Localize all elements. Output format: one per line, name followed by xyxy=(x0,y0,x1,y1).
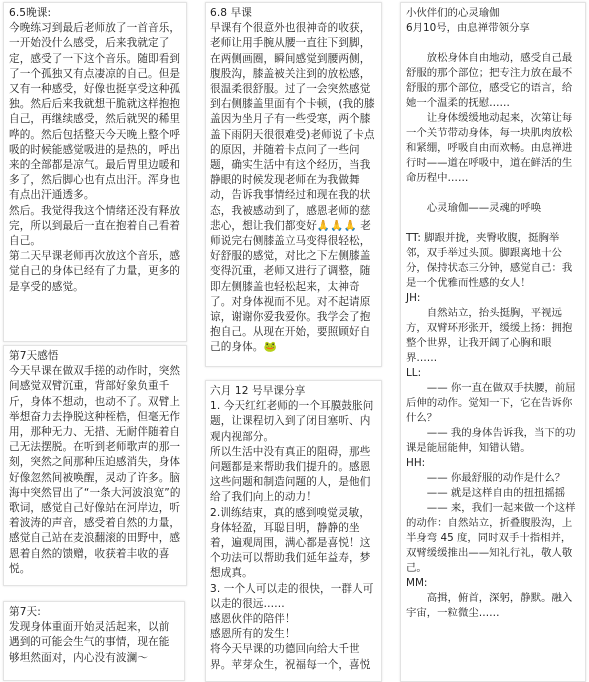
note-title: 第7天感悟 xyxy=(9,350,59,362)
note-title: 6.8 早课 xyxy=(210,7,253,19)
note-paragraph: —— 就是这样自由的扭扭摇摇 xyxy=(426,487,566,499)
note-title: 6.5晚课: xyxy=(9,7,52,19)
note-paragraph: 早课有个很意外也很神奇的收获，老师让用手腕从腰一直往下到脚，在两侧画圈，瞬间感觉到腰两侧，腹股沟，膝盖被关注到的放松感，很温柔很舒服。过了一会突然感觉到右侧膝盖里面有个卡顿，(我的膝盖因为坐月子有一些受寒，两个膝盖下雨阴天很很难受)老师说了卡点的原因，并随着卡点问了一些问题，确实生活中有这个经历，当我静眼的时候发现老师在为我做舞动，告诉我事情经过和现在我的状态，我被感动到了，感恩老师的慈悲心，想让我们都变好🙏🙏🙏 老师说完右侧膝盖立马变得很轻松，好舒服的感觉，对比之下左侧膝盖变得沉重，老师又进行了调整，随即左侧膝盖也轻松起来，太神奇了。对身体视而不见。对不起请原谅，谢谢你爱我爱你。我学会了抱抱自己。从现在开始，要照顾好自己的身体。🐸 xyxy=(210,22,375,354)
note-paragraph: TT: 脚跟并拢，夹臀收腹，挺胸举邻，双手举过头顶。脚跟离地十公分，保持状态三分钟，感觉自己：我是一个优雅而性感的女人！ xyxy=(406,232,573,289)
note-paragraph: —— 我的身体告诉我，当下的功课是能屈能伸，知错认错。 xyxy=(406,427,576,454)
note-paragraph: 然后。我觉得我这个情绪还没有释放完，所以到最后一直在抱着自己看着自己。 xyxy=(9,204,181,248)
note-paragraph: 高揖，俯首，深躬，静默。融入宇宙，一粒微尘…… xyxy=(406,592,573,619)
note-blank xyxy=(406,216,580,231)
note-paragraph: 今晚练习到最后老师放了一首音乐，一开始没什么感受，后来我就定了定，感受了一下这个音乐。随即看到了一个孤独又有点凄凉的自己。但是又有一种感受，好像也挺享受这种孤独。然后后来我就想干脆就这样抱抱自己，再继续感受，然后就哭的稀里哗的。然后包括整天今天晚上整个呼吸的时候能感觉吸进的是热的，呼出来的全部都是凉气。最后胃里边暖和多了，然后脚心也有点出汗。浑身也有点出汗通透多。 xyxy=(9,22,181,202)
note-speaker: JH: xyxy=(406,292,421,304)
note-blank xyxy=(406,186,580,201)
note-card-day7-insight xyxy=(3,345,187,586)
note-card-evening-class xyxy=(3,2,187,342)
note-heading: 心灵瑜伽——灵魂的呼唤 xyxy=(426,202,542,214)
note-paragraph: 第二天早课老师再次放这个音乐，感觉自己的身体已经有了力量，更多的是享受的感觉。 xyxy=(9,250,181,293)
note-paragraph: —— 你一直在做双手扶腰，前屈后伸的动作。觉知一下，它在告诉你什么？ xyxy=(406,382,576,424)
note-paragraph: —— 你最舒服的动作是什么？ xyxy=(426,472,566,484)
note-paragraph: 放松身体自由地动，感受自己最舒服的那个部位；把专注力放在最不舒服的那个部位，感受它的语言，给她一个温柔的抚慰…… xyxy=(406,52,573,109)
note-card-heart-yoga xyxy=(400,2,586,682)
note-card-morning-class-6-8 xyxy=(205,2,382,367)
note-speaker: MM: xyxy=(406,577,428,589)
note-title: 小伙伴们的心灵瑜伽 xyxy=(406,7,500,19)
note-paragraph: 感恩伙伴的陪伴！ xyxy=(210,613,296,626)
note-subtitle: 6月10号，由息禅带领分享 xyxy=(406,22,530,34)
note-card-june12-share xyxy=(205,380,382,682)
note-title: 六月 12 号早课分享 xyxy=(210,385,306,397)
note-speaker: LL: xyxy=(406,367,422,379)
note-paragraph: 发现身体重面开始灵活起来，以前遇到的可能会生气的事情，现在能够坦然面对，内心没有波澜～ xyxy=(9,621,170,664)
note-card-day7 xyxy=(3,601,185,681)
note-paragraph: —— 来，我们一起来做一个这样的动作：自然站立，折叠腹股沟，上半身弯 45 度，同时双手十指相并，双臂缓缓推出——知礼行礼，敬人敬己。 xyxy=(406,502,576,574)
note-paragraph: 将今天早课的功德回向给大千世界。苹芽众生，祝福每一个，喜悦 xyxy=(210,643,371,671)
note-paragraph: 所以生活中没有真正的阻碍，那些问题都是来帮助我们提升的。感恩这些问题和制造问题的人，是他们给了我们向上的动力！ xyxy=(210,445,371,504)
note-blank xyxy=(406,36,580,51)
note-paragraph: 感恩所有的发生！ xyxy=(210,628,296,641)
note-paragraph: 今天早课在做双手搓的动作时，突然间感觉双臂沉重，背部好象负重千斤，身体不想动，也动不了。双臂上举想奋力去挣脱这种桎梏，但毫无作用，那种无力、无措、无耐伴随着自己无法摆脱。在听到老师歌声的那一刻，突然之间那种压迫感消失，身体好像忽然间被唤醒，灵动了许多。脑海中突然冒出了“一条大河波浪宽”的歌词，感觉自己好像站在河岸边，听着波涛的声音，感受着自然的力量，感觉自己站在麦浪翻滚的田野中，感恩着自然的馈赠，收获着丰收的喜悦。 xyxy=(9,365,181,575)
note-paragraph: 自然站立，抬头挺胸，平视远方，双臂环形张开，缓缓上扬：拥抱整个世界，让我开阔了心胸和眼界…… xyxy=(406,307,573,364)
note-title: 第7天: xyxy=(9,606,41,618)
note-paragraph: 让身体缓缓地动起来，次第让每一个关节带动身体，每一块肌肉放松和紧绷，呼吸自由而欢畅。由息禅进行时——道在呼吸中，道在鲜活的生命历程中…… xyxy=(406,112,573,184)
note-speaker: HH: xyxy=(406,457,426,469)
note-paragraph: 1. 今天红红老师的一个耳膜鼓胀问题，让课程切入到了闭目塞听、内观内视部分。 xyxy=(210,400,374,443)
note-paragraph: 3. 一个人可以走的很快，一群人可以走的很远…… xyxy=(210,582,374,610)
note-paragraph: 2.训练结束，真的感到嗅觉灵敏，身体轻盈，耳聪目明，静静的坐着，遍观周围，满心都是喜悦！这个功法可以帮助我们延年益寿，梦想成真。 xyxy=(210,506,371,580)
